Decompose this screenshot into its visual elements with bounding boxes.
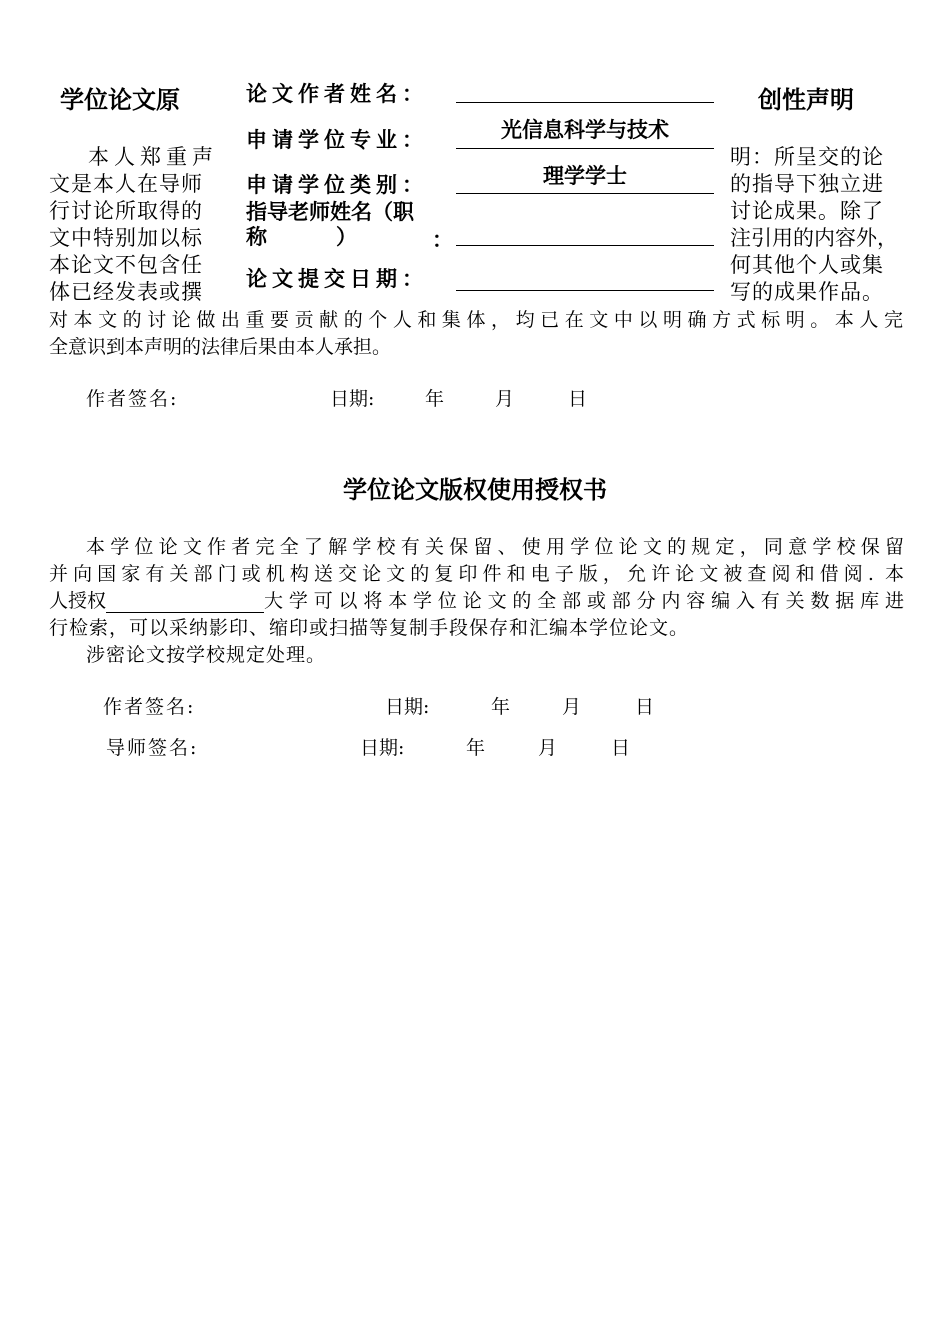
- authorization-line3-post: 大学可以将本学位论文的全部或部分内容编入有关数据库进: [264, 590, 904, 612]
- left-line: 文中特别加以标: [49, 226, 203, 250]
- author-signature-label: 作者签名:: [86, 388, 179, 410]
- field-label-major: 申请学位专业：: [246, 127, 428, 152]
- field-label-advisor-line2a: 称: [246, 224, 267, 249]
- month-label: 月: [562, 696, 582, 718]
- right-line: 讨论成果。除了: [730, 199, 884, 223]
- field-value-degree-type: 理学学士: [543, 163, 627, 188]
- day-label: 日: [568, 388, 588, 410]
- field-label-submit-date: 论文提交日期：: [246, 266, 428, 291]
- field-line-degree-type: [456, 193, 714, 194]
- field-label-author-name: 论文作者姓名：: [246, 81, 428, 106]
- right-line: 注引用的内容外，: [730, 226, 898, 250]
- authorization-line: 涉密论文按学校规定处理。: [86, 644, 327, 666]
- left-line: 本论文不包含任: [49, 253, 203, 277]
- right-line: 明：所呈交的论: [730, 145, 884, 169]
- left-line: 文是本人在导师: [49, 172, 203, 196]
- field-label-advisor-colon: ：: [432, 227, 453, 252]
- authorization-line: 并向国家有关部门或机构送交论文的复印件和电子版，允许论文被查阅和借阅. 本: [49, 563, 904, 585]
- date-label: 日期:: [385, 696, 430, 718]
- right-line: 的指导下独立进: [730, 172, 884, 196]
- declaration-line: 对本文的讨论做出重要贡献的个人和集体，均已在文中以明确方式标明。本人完: [49, 309, 903, 331]
- authorization-line3-pre: 人授权: [49, 590, 107, 612]
- author-signature-label: 作者签名:: [103, 696, 196, 718]
- declaration-line: 全意识到本声明的法律后果由本人承担。: [49, 336, 392, 358]
- authorization-title: 学位论文版权使用授权书: [343, 475, 607, 504]
- authorization-line: [49, 586, 904, 613]
- right-line: 写的成果作品。: [730, 280, 884, 304]
- field-line-submit-date: [456, 290, 714, 291]
- field-label-advisor-line1: 指导老师姓名（职: [246, 199, 414, 224]
- right-line: 何其他个人或集: [730, 253, 884, 277]
- authorization-line: 行检索，可以采纳影印、缩印或扫描等复制手段保存和汇编本学位论文。: [49, 617, 690, 639]
- date-label: 日期:: [330, 388, 375, 410]
- year-label: 年: [466, 737, 486, 759]
- month-label: 月: [538, 737, 558, 759]
- day-label: 日: [611, 737, 631, 759]
- date-label: 日期:: [360, 737, 405, 759]
- declaration-title-right: 创性声明: [758, 85, 854, 114]
- declaration-title-left: 学位论文原: [60, 85, 180, 114]
- day-label: 日: [635, 696, 655, 718]
- left-line: 行讨论所取得的: [49, 199, 203, 223]
- field-value-major: 光信息科学与技术: [501, 117, 669, 142]
- year-label: 年: [491, 696, 511, 718]
- month-label: 月: [495, 388, 515, 410]
- left-line: 本人郑重声: [88, 145, 218, 169]
- field-line-major: [456, 148, 714, 149]
- field-label-degree-type: 申请学位类别：: [246, 172, 428, 197]
- advisor-signature-label: 导师签名:: [106, 737, 199, 759]
- field-label-advisor-line2b: ）: [336, 224, 357, 249]
- left-line: 体已经发表或撰: [49, 280, 203, 304]
- field-line-advisor: [456, 245, 714, 246]
- university-blank-line: [106, 594, 264, 613]
- field-line-author-name: [456, 102, 714, 103]
- year-label: 年: [425, 388, 445, 410]
- authorization-line: 本学位论文作者完全了解学校有关保留、使用学位论文的规定，同意学校保留: [86, 536, 904, 558]
